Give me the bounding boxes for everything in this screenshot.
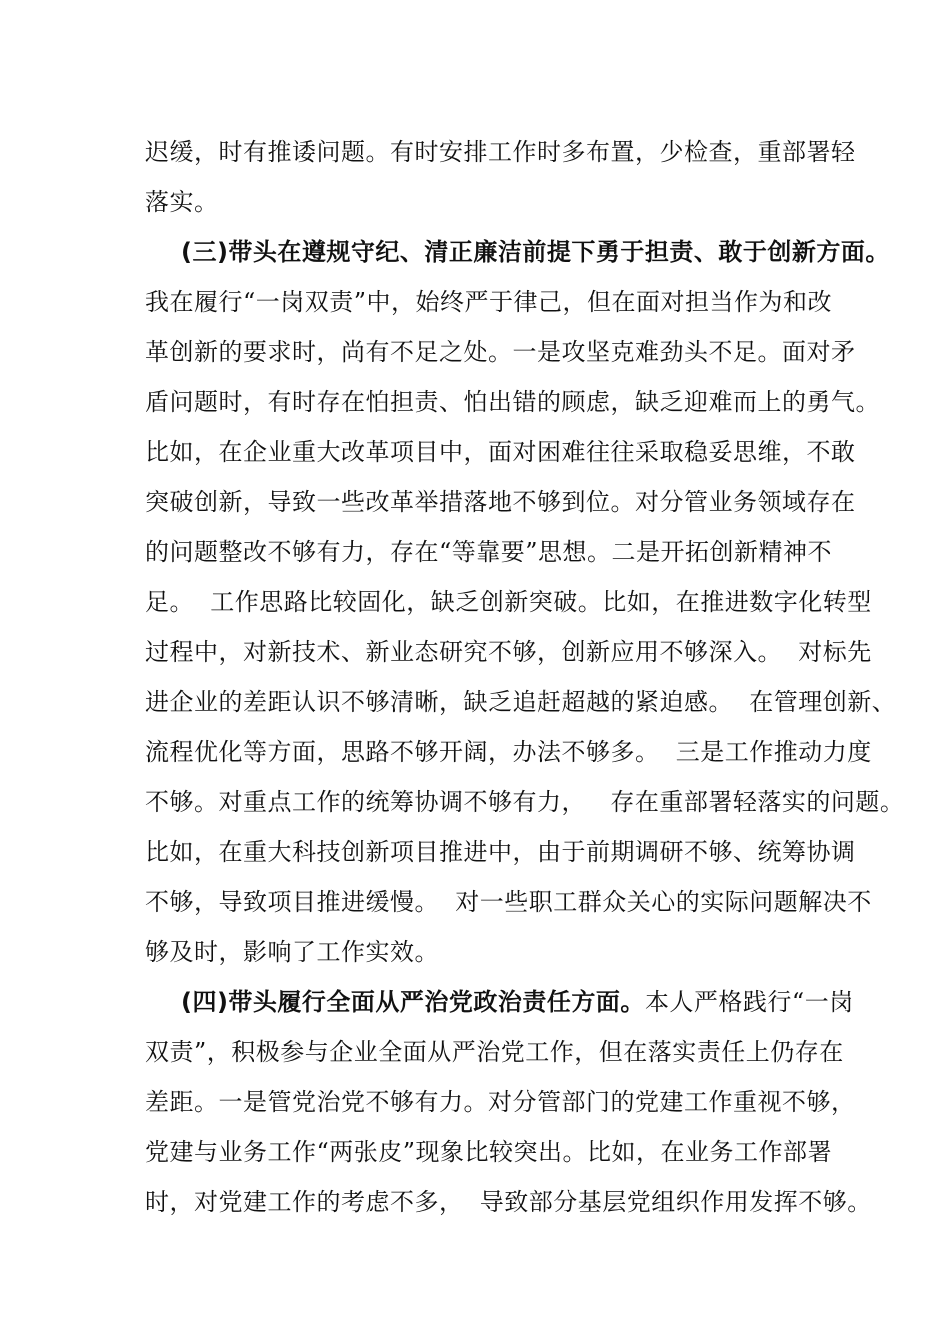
paragraph-line: 够及时，影响了工作实效。 (145, 938, 439, 966)
section-heading-4: (四)带头履行全面从严治党政治责任方面。 (181, 988, 645, 1016)
paragraph-line: 双责”，积极参与企业全面从严治党工作，但在落实责任上仍存在 (145, 1038, 844, 1066)
paragraph-line: 突破创新，导致一些改革举措落地不够到位。对分管业务领域存在 (145, 488, 856, 516)
section-heading-3: (三)带头在遵规守纪、清正廉洁前提下勇于担责、敢于创新方面。 (181, 238, 890, 266)
section-heading-4-tail: 本人严格践行“一岗 (644, 988, 854, 1016)
paragraph-line: 革创新的要求时，尚有不足之处。一是攻坚克难劲头不足。面对矛 (145, 338, 856, 366)
paragraph-line: 的问题整改不够有力，存在“等靠要”思想。二是开拓创新精神不 (145, 538, 833, 566)
paragraph-line: 过程中，对新技术、新业态研究不够，创新应用不够深入。 对标先 (145, 638, 872, 666)
paragraph-line: 盾问题时，有时存在怕担责、怕出错的顾虑，缺乏迎难而上的勇气。 (145, 388, 880, 416)
paragraph-line: 进企业的差距认识不够清晰，缺乏追赶超越的紧迫感。 在管理创新、 (145, 688, 897, 716)
paragraph-line: 足。 工作思路比较固化，缺乏创新突破。比如，在推进数字化转型 (145, 588, 872, 616)
section-heading-4-line (181, 987, 861, 1017)
paragraph-line: 党建与业务工作“两张皮”现象比较突出。比如，在业务工作部署 (145, 1138, 833, 1166)
paragraph-line: 流程优化等方面，思路不够开阔，办法不够多。 三是工作推动力度 (145, 738, 872, 766)
paragraph-line: 不够，导致项目推进缓慢。 对一些职工群众关心的实际问题解决不 (145, 888, 872, 916)
paragraph-line: 落实。 (145, 188, 219, 216)
paragraph-line: 比如，在企业重大改革项目中，面对困难往往采取稳妥思维，不敢 (145, 438, 856, 466)
paragraph-line: 比如，在重大科技创新项目推进中，由于前期调研不够、统筹协调 (145, 838, 856, 866)
paragraph-line: 差距。一是管党治党不够有力。对分管部门的党建工作重视不够， (145, 1088, 856, 1116)
paragraph-line: 我在履行“一岗双责”中，始终严于律己，但在面对担当作为和改 (145, 288, 833, 316)
paragraph-line: 迟缓，时有推诿问题。有时安排工作时多布置，少检查，重部署轻 (145, 138, 856, 166)
paragraph-line: 时，对党建工作的考虑不多， 导致部分基层党组织作用发挥不够。 (145, 1188, 872, 1216)
paragraph-line: 不够。对重点工作的统筹协调不够有力， 存在重部署轻落实的问题。 (145, 788, 905, 816)
